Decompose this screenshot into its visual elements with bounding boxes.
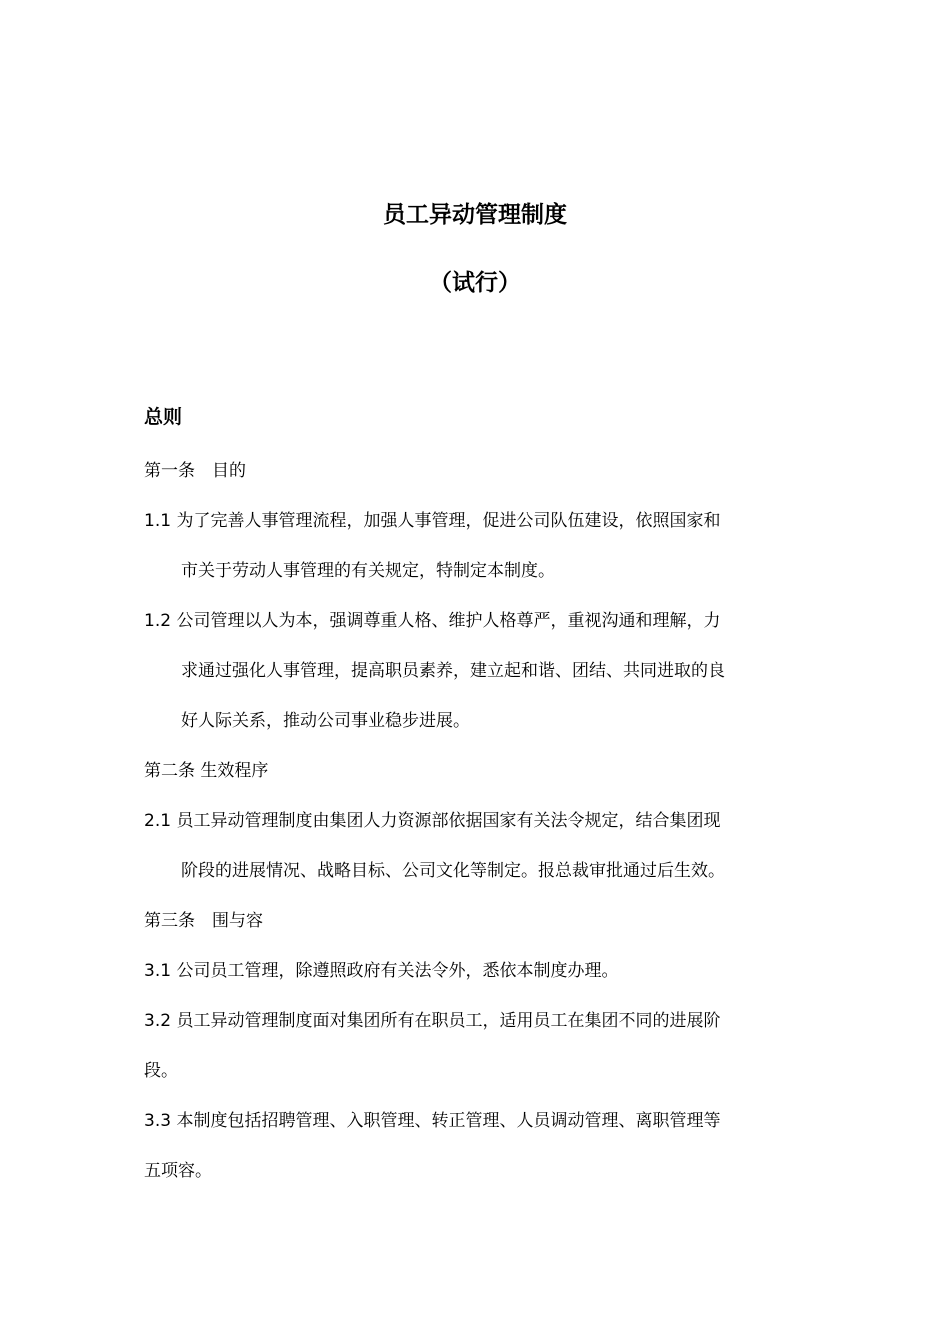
clause-1-1-line-1: 1.1 为了完善人事管理流程，加强人事管理，促进公司队伍建设，依照国家和 (144, 511, 721, 531)
clause-3-2-line-1: 3.2 员工异动管理制度面对集团所有在职员工，适用员工在集团不同的进展阶 (144, 1011, 721, 1031)
clause-1-2-line-3: 好人际关系，推动公司事业稳步进展。 (181, 711, 470, 731)
document-subtitle: （试行） (429, 270, 521, 296)
clause-2-1-line-2: 阶段的进展情况、战略目标、公司文化等制定。报总裁审批通过后生效。 (181, 861, 725, 881)
document-title: 员工异动管理制度 (383, 202, 567, 228)
article-heading-2: 第二条 生效程序 (144, 761, 269, 781)
clause-3-2-line-2: 段。 (144, 1061, 178, 1081)
clause-3-3-line-2: 五项容。 (144, 1161, 212, 1181)
clause-3-3-line-1: 3.3 本制度包括招聘管理、入职管理、转正管理、人员调动管理、离职管理等 (144, 1111, 721, 1131)
article-heading-3: 第三条 围与容 (144, 911, 263, 931)
clause-1-1-line-2: 市关于劳动人事管理的有关规定，特制定本制度。 (181, 561, 555, 581)
clause-3-1-line-1: 3.1 公司员工管理，除遵照政府有关法令外，悉依本制度办理。 (144, 961, 619, 981)
clause-2-1-line-1: 2.1 员工异动管理制度由集团人力资源部依据国家有关法令规定，结合集团现 (144, 811, 721, 831)
section-heading-general: 总则 (144, 406, 183, 428)
clause-1-2-line-2: 求通过强化人事管理，提高职员素养，建立起和谐、团结、共同进取的良 (181, 661, 725, 681)
article-heading-1: 第一条 目的 (144, 461, 246, 481)
clause-1-2-line-1: 1.2 公司管理以人为本，强调尊重人格、维护人格尊严，重视沟通和理解，力 (144, 611, 721, 631)
document-body (144, 446, 814, 1196)
